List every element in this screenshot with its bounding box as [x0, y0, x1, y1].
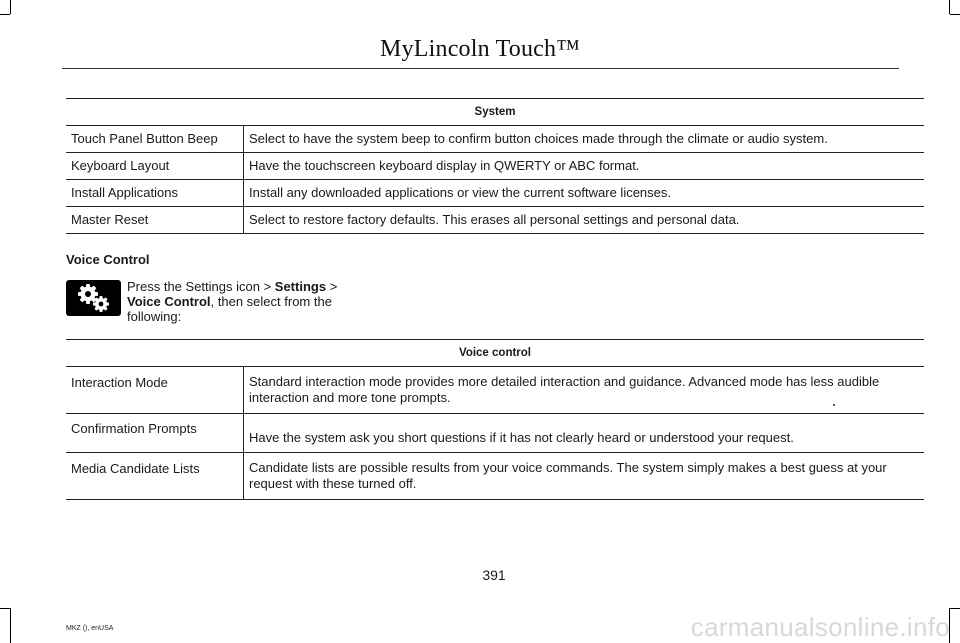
table-row [66, 153, 924, 180]
setting-description: Candidate lists are possible results from your voice commands. The system simply makes a best guess at your request with these turned off. [244, 453, 925, 500]
voice-control-table [66, 339, 924, 500]
setting-name: Media Candidate Lists [66, 453, 244, 500]
table-row [66, 180, 924, 207]
crop-mark [10, 608, 11, 643]
setting-name: Keyboard Layout [66, 153, 244, 180]
crop-mark [10, 0, 11, 14]
menu-path-voice-control: Voice Control [127, 294, 211, 309]
crop-mark [950, 608, 960, 609]
instruction-text-part: , then select from the following: [127, 294, 332, 324]
table-row [66, 414, 924, 453]
instruction-text [127, 279, 342, 324]
table-row [66, 207, 924, 234]
print-artifact [833, 404, 835, 406]
setting-name: Touch Panel Button Beep [66, 126, 244, 153]
page-header-title: MyLincoln Touch™ [380, 36, 580, 62]
setting-name: Interaction Mode [66, 367, 244, 414]
setting-description: Have the touchscreen keyboard display in QWERTY or ABC format. [244, 153, 925, 180]
setting-description: Select to have the system beep to confirm button choices made through the climate or audio system. [244, 126, 925, 153]
table-row [66, 126, 924, 153]
system-table-title: System [66, 99, 924, 126]
instruction-text-part: > [326, 279, 338, 294]
setting-description: Install any downloaded applications or view the current software licenses. [244, 180, 925, 207]
instruction-text-part: Press the Settings icon > [127, 279, 275, 294]
setting-name: Master Reset [66, 207, 244, 234]
system-table [66, 98, 924, 234]
watermark: carmanualsonline.info [690, 612, 950, 642]
voice-control-table-title: Voice control [66, 340, 924, 367]
setting-description: Select to restore factory defaults. This erases all personal settings and personal data. [244, 207, 925, 234]
setting-name: Confirmation Prompts [66, 414, 244, 453]
table-row [66, 453, 924, 500]
menu-path-settings: Settings [274, 279, 327, 294]
page-number: 391 [482, 567, 506, 583]
section-heading-voice-control: Voice Control [66, 252, 150, 267]
crop-mark [0, 14, 10, 15]
crop-mark [0, 608, 10, 609]
table-row [66, 367, 924, 414]
setting-description: Standard interaction mode provides more detailed interaction and guidance. Advanced mode has less audible interaction and more tone prompts. [244, 367, 925, 414]
document-code: MKZ (), enUSA [66, 625, 114, 632]
crop-mark [949, 0, 950, 14]
crop-mark [950, 14, 960, 15]
setting-description: Have the system ask you short questions if it has not clearly heard or understood your request. [244, 414, 925, 453]
setting-name: Install Applications [66, 180, 244, 207]
header-rule [62, 68, 899, 69]
gears-icon-graphic [66, 280, 121, 316]
settings-gears-icon [66, 280, 121, 316]
